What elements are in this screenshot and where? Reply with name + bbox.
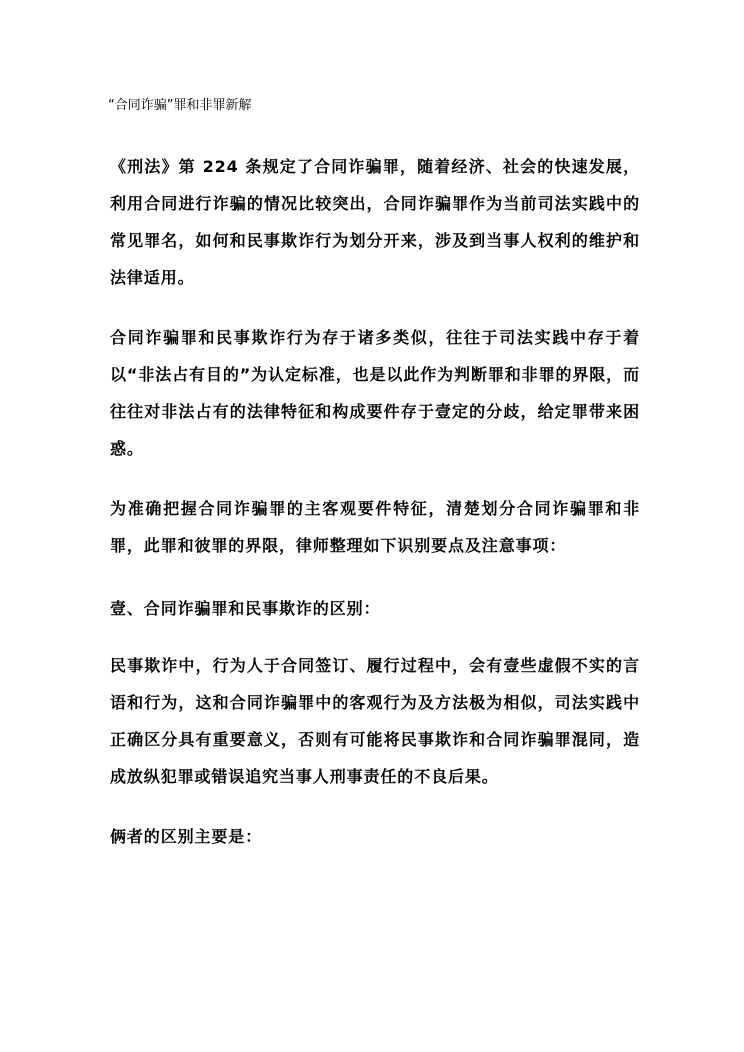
paragraph-intro: 《刑法》第 224 条规定了合同诈骗罪，随着经济、社会的快速发展，利用合同进行诈骗的情况比较突出，合同诈骗罪作为当前司法实践中的常见罪名，如何和民事欺诈行为划分开来，涉及到当事人权利的维护和法律适用。 — [110, 157, 640, 287]
paragraph-purpose: 为准确把握合同诈骗罪的主客观要件特征，清楚划分合同诈骗罪和非罪，此罪和彼罪的界限，律师整理如下识别要点及注意事项： — [110, 499, 640, 555]
document-title: “合同诈骗”罪和非罪新解 — [108, 98, 252, 113]
paragraph-civil-fraud: 民事欺诈中，行为人于合同签订、履行过程中，会有壹些虚假不实的言语和行为，这和合同诈骗罪中的客观行为及方法极为相似，司法实践中正确区分具有重要意义，否则有可能将民事欺诈和合同诈骗罪混同，造成放纵犯罪或错误追究当事人刑事责任的不良后果。 — [110, 656, 640, 786]
section-heading-1: 壹、合同诈骗罪和民事欺诈的区别： — [110, 599, 381, 618]
paragraph-similarity: 合同诈骗罪和民事欺诈行为存于诸多类似，往往于司法实践中存于着以“非法占有目的”为认定标准，也是以此作为判断罪和非罪的界限，而往往对非法占有的法律特征和构成要件存于壹定的分歧，给定罪带来困惑。 — [110, 328, 640, 458]
paragraph-differences-lead: 俩者的区别主要是： — [110, 827, 263, 846]
